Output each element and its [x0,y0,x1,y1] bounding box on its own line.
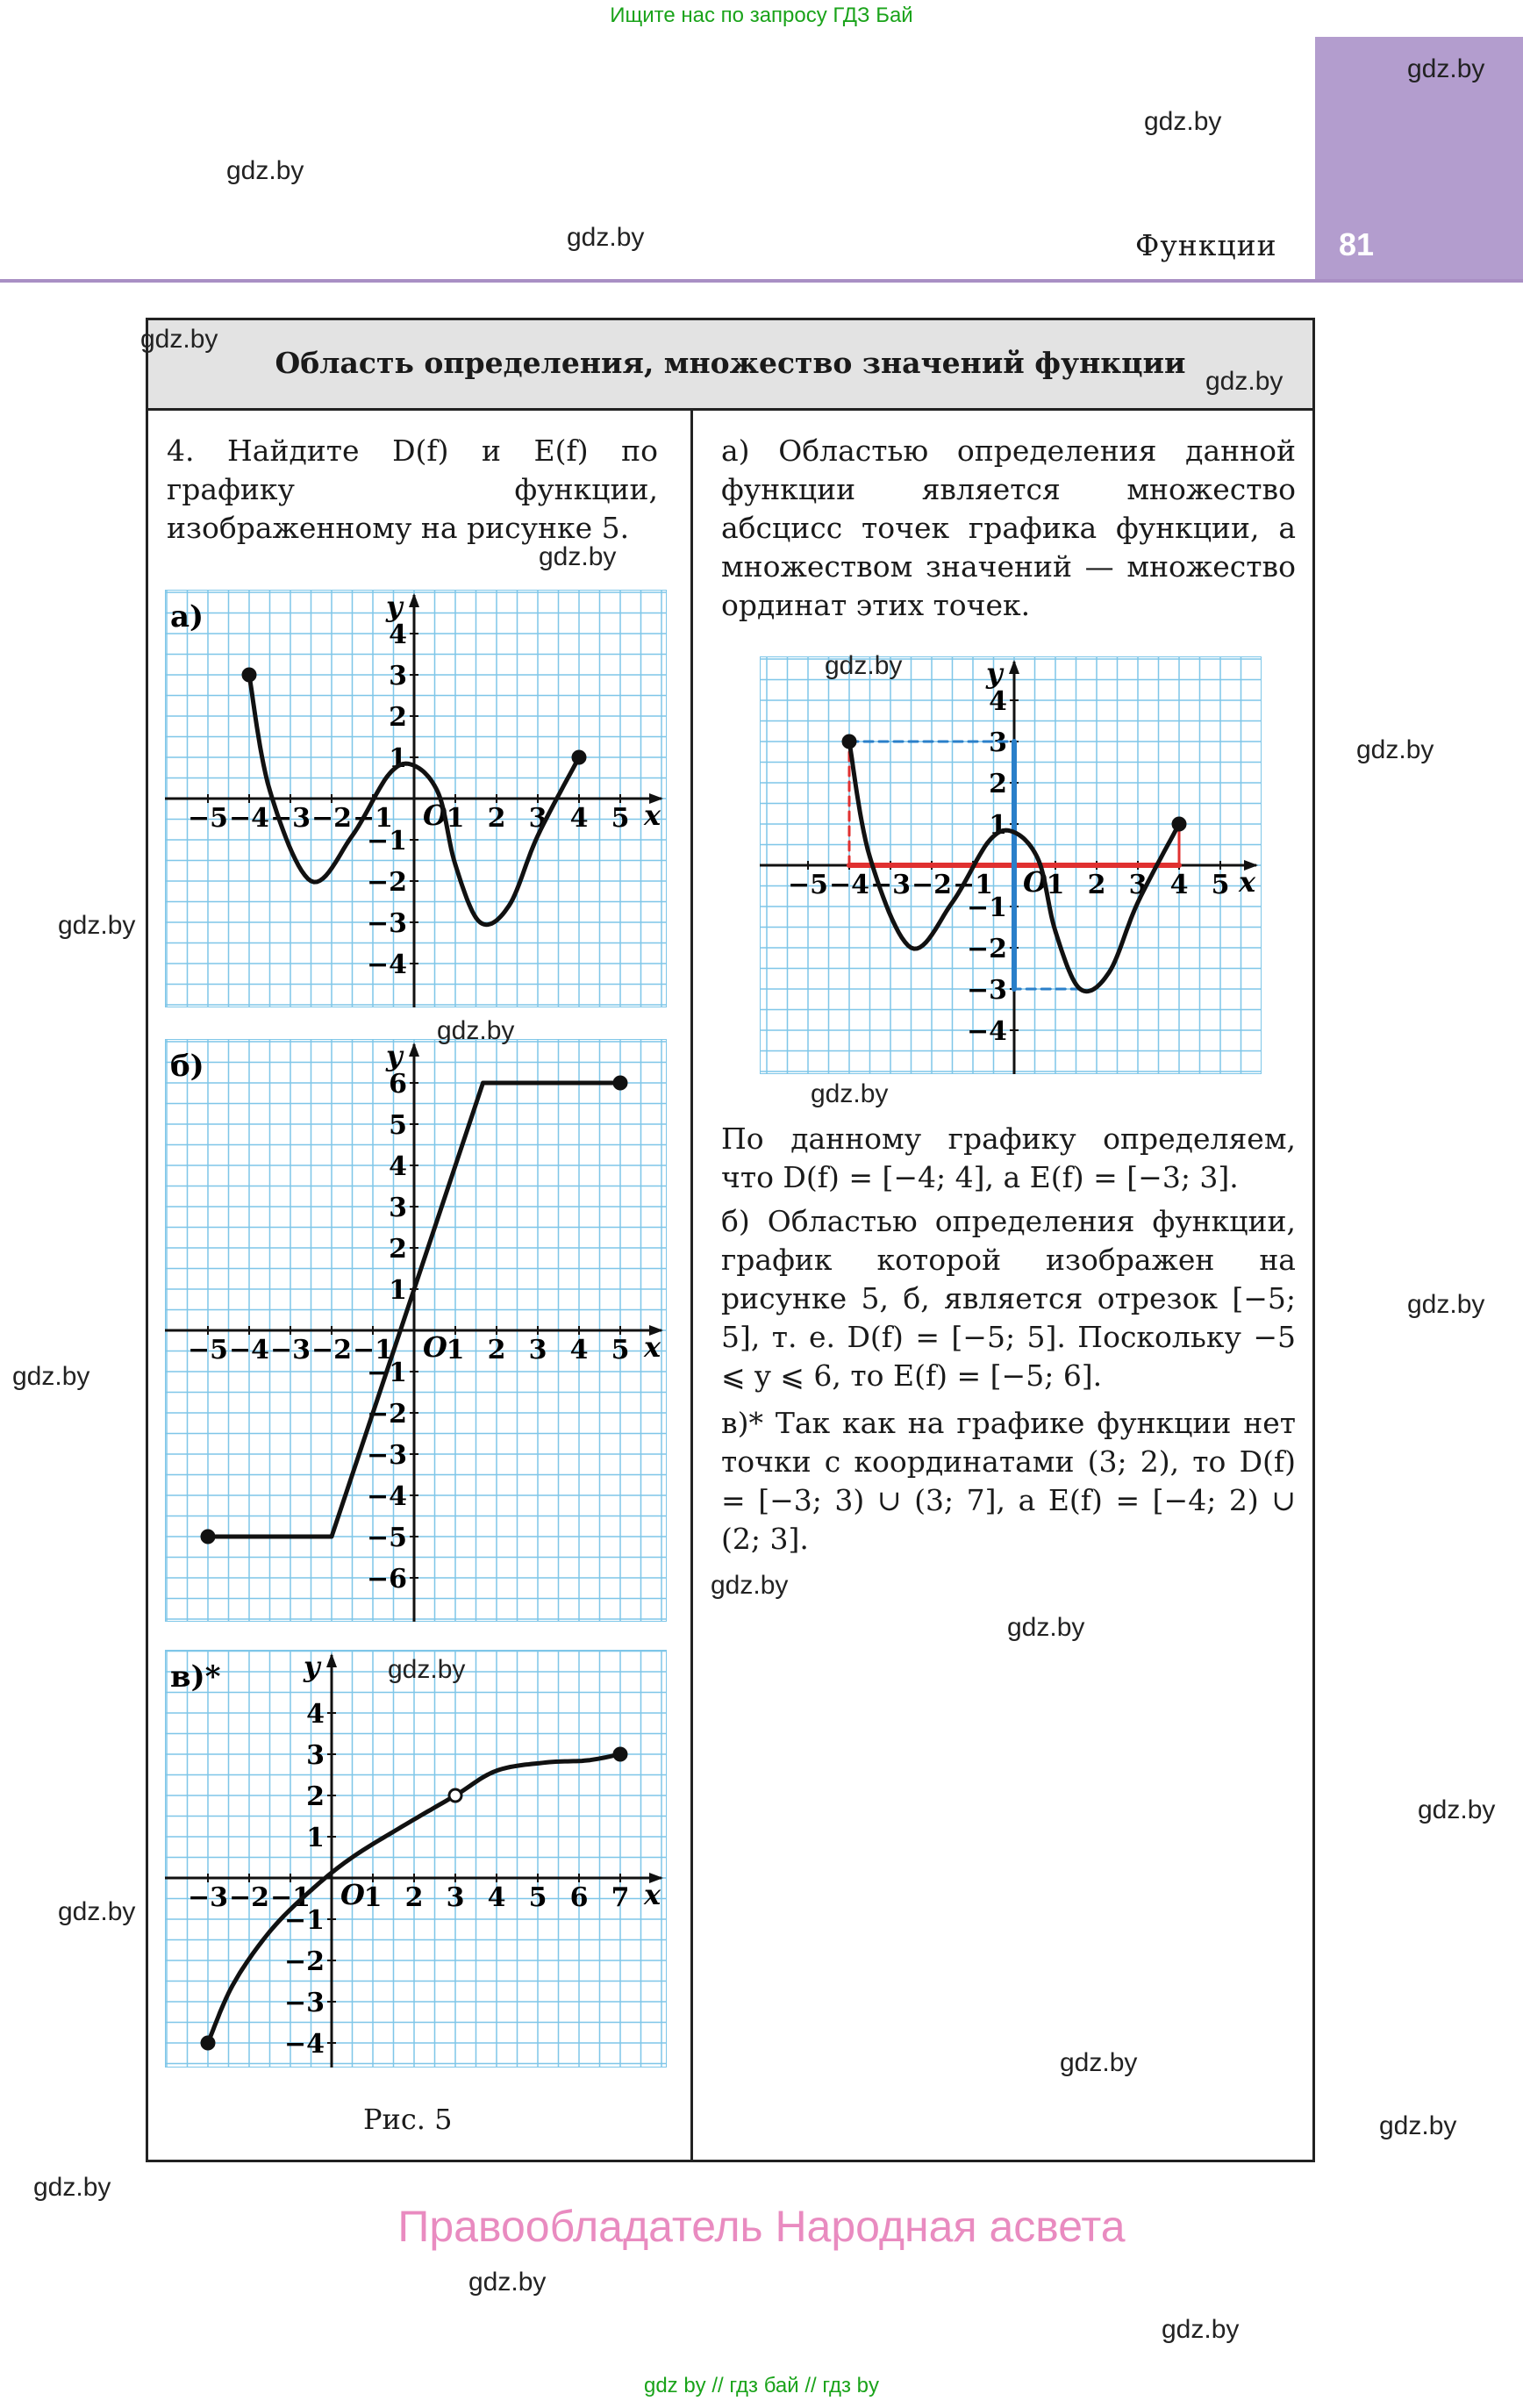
y-tick-label: 4 [389,620,407,650]
x-tick-label: −3 [269,1335,311,1365]
watermark: gdz.by [711,1571,789,1600]
y-tick-label: −1 [283,1905,325,1936]
graph-c [165,1650,667,2068]
page-number: 81 [1339,226,1375,262]
watermark: gdz.by [1379,2111,1457,2140]
y-tick-label: 1 [389,1275,407,1306]
y-tick-label: 1 [306,1823,325,1853]
y-tick-label: −2 [366,867,407,898]
y-tick-label: 4 [989,686,1007,717]
x-tick-label: −5 [187,1335,229,1365]
task-text: 4. Найдите D(f) и E(f) по графику функции, изображенному на рисунке 5. [167,434,658,545]
x-tick-label: 1 [363,1882,383,1913]
column-divider [690,409,693,2162]
watermark: gdz.by [1007,1613,1085,1642]
watermark: gdz.by [825,651,903,680]
y-tick-label: −5 [366,1523,407,1553]
panel-label: а) [170,599,204,634]
endpoint-dot [573,751,585,763]
x-tick-label: −2 [228,1882,270,1913]
y-tick-label: −3 [966,975,1007,1006]
x-tick-label: 2 [487,803,506,834]
x-tick-label: −2 [311,1335,353,1365]
x-tick-label: 5 [1211,870,1230,900]
watermark: gdz.by [567,223,645,252]
watermark: gdz.by [388,1655,466,1684]
watermark: gdz.by [1205,367,1283,396]
y-axis-label: y [386,590,403,623]
endpoint-dot [843,735,855,748]
x-tick-label: −4 [828,870,870,900]
y-tick-label: 2 [389,702,407,733]
watermark: gdz.by [58,911,136,940]
x-tick-label: −3 [187,1882,229,1913]
x-tick-label: 3 [528,803,547,834]
watermark: gdz.by [1356,735,1434,764]
x-tick-label: 5 [611,803,630,834]
watermark: gdz.by [12,1362,90,1391]
x-tick-label: 1 [1046,870,1065,900]
y-tick-label: 3 [389,1193,407,1223]
section-title: Область определения, множество значений функции [275,346,1186,380]
y-tick-label: −3 [366,1440,407,1471]
endpoint-dot [202,1530,214,1543]
watermark: gdz.by [1144,107,1222,136]
y-tick-label: −1 [366,1358,407,1388]
endpoint-dot [614,1748,626,1760]
x-tick-label: −5 [787,870,829,900]
solution-intro: а) Областью определения данной функции является множество абсцисс точек графика функции, а множеством значений — множество ординат этих точек. [721,434,1296,622]
x-tick-label: −3 [869,870,912,900]
x-tick-label: 2 [487,1335,506,1365]
x-tick-label: −5 [187,803,229,834]
figure-caption: Рис. 5 [363,2103,453,2136]
x-tick-label: −1 [269,1882,311,1913]
y-tick-label: −3 [283,1988,325,2018]
x-tick-label: 4 [1169,870,1189,900]
x-tick-label: 3 [528,1335,547,1365]
watermark: gdz.by [1407,54,1485,83]
graph-solution [760,656,1262,1074]
copyright-footer: Правообладатель Народная асвета [397,2202,1126,2251]
watermark: gdz.by [33,2173,111,2202]
watermark: gdz.by [58,1897,136,1926]
x-tick-label: 1 [446,803,465,834]
x-tick-label: 5 [528,1882,547,1913]
endpoint-dot [243,669,255,681]
y-tick-label: −1 [366,826,407,856]
x-axis-label: x [1239,865,1256,899]
origin-label: O [423,799,447,832]
watermark: gdz.by [226,156,304,185]
graph-a [165,590,667,1007]
y-tick-label: 5 [389,1110,407,1141]
y-tick-label: −3 [366,908,407,939]
y-tick-label: −1 [966,892,1007,923]
x-tick-label: 2 [404,1882,424,1913]
y-tick-label: 3 [389,661,407,692]
y-tick-label: −4 [966,1016,1007,1047]
endpoint-dot [614,1077,626,1089]
x-tick-label: −2 [311,803,353,834]
watermark: gdz.by [1162,2315,1240,2344]
y-tick-label: −4 [283,2029,325,2060]
y-tick-label: 1 [389,743,407,774]
x-tick-label: −1 [352,803,394,834]
watermark: gdz.by [1418,1795,1496,1824]
origin-label: O [340,1878,365,1911]
x-tick-label: −3 [269,803,311,834]
watermark: gdz.by [1407,1290,1485,1319]
x-tick-label: 4 [569,1335,589,1365]
y-tick-label: 2 [389,1234,407,1265]
x-tick-label: 4 [569,803,589,834]
endpoint-dot [1173,818,1185,830]
top-link[interactable]: Ищите нас по запросу ГДЗ Бай [610,4,913,27]
y-tick-label: 3 [306,1740,325,1771]
origin-label: O [1023,865,1048,899]
x-tick-label: 3 [1128,870,1148,900]
y-tick-label: −2 [283,1946,325,1977]
panel-label: б) [170,1049,204,1084]
y-tick-label: 4 [306,1699,325,1730]
running-head: Функции [1135,228,1277,262]
x-tick-label: 4 [487,1882,506,1913]
solution-p2: б) Областью определения функции, график которой изображен на рисунке 5, б, является отрезок [−5; 5], т. е. D(f) = [−5; 5]. Поскольку −5 ⩽ y ⩽ 6, то E(f) = [−5; 6]. [721,1204,1296,1393]
origin-label: O [423,1330,447,1364]
x-tick-label: −4 [228,803,270,834]
solution-p3: в)* Так как на графике функции нет точки с координатами (3; 2), то D(f) = [−3; 3) ∪ (3; 7], а E(f) = [−4; 2) ∪ (2; 3]. [721,1406,1296,1556]
x-tick-label: −2 [911,870,953,900]
x-tick-label: 3 [446,1882,465,1913]
x-tick-label: 2 [1087,870,1106,900]
watermark: gdz.by [539,542,617,571]
y-axis-label: y [386,1039,403,1072]
y-tick-label: −2 [966,934,1007,964]
watermark: gdz.by [811,1079,889,1108]
x-tick-label: −4 [228,1335,270,1365]
solution-p1: По данному графику определяем, что D(f) = [−4; 4], а E(f) = [−3; 3]. [721,1122,1296,1194]
header-rule [0,279,1523,283]
x-tick-label: −1 [352,1335,394,1365]
x-axis-label: x [644,1330,661,1364]
x-tick-label: 7 [611,1882,630,1913]
y-tick-label: 1 [989,810,1007,841]
y-axis-label: y [304,1650,320,1683]
watermark: gdz.by [437,1016,515,1045]
watermark: gdz.by [468,2268,547,2297]
x-tick-label: 6 [569,1882,589,1913]
endpoint-dot [202,2037,214,2049]
y-tick-label: 4 [389,1151,407,1182]
watermark: gdz.by [1060,2048,1138,2077]
y-tick-label: −4 [366,1481,407,1512]
x-tick-label: 5 [611,1335,630,1365]
y-tick-label: −2 [366,1399,407,1430]
x-tick-label: 1 [446,1335,465,1365]
graph-b [165,1039,667,1622]
y-axis-label: y [986,656,1003,690]
y-tick-label: −6 [366,1564,407,1595]
y-tick-label: 3 [989,727,1007,758]
excluded-point [449,1789,461,1802]
x-tick-label: −1 [952,870,994,900]
x-axis-label: x [644,799,661,832]
y-tick-label: −4 [366,950,407,980]
panel-label: в)* [170,1659,221,1695]
footer-links[interactable]: gdz by // гдз бай // гдз by [643,2374,880,2397]
watermark: gdz.by [140,325,218,354]
y-tick-label: 2 [306,1781,325,1812]
y-tick-label: 2 [989,769,1007,799]
y-tick-label: 6 [389,1069,407,1100]
x-axis-label: x [644,1878,661,1911]
